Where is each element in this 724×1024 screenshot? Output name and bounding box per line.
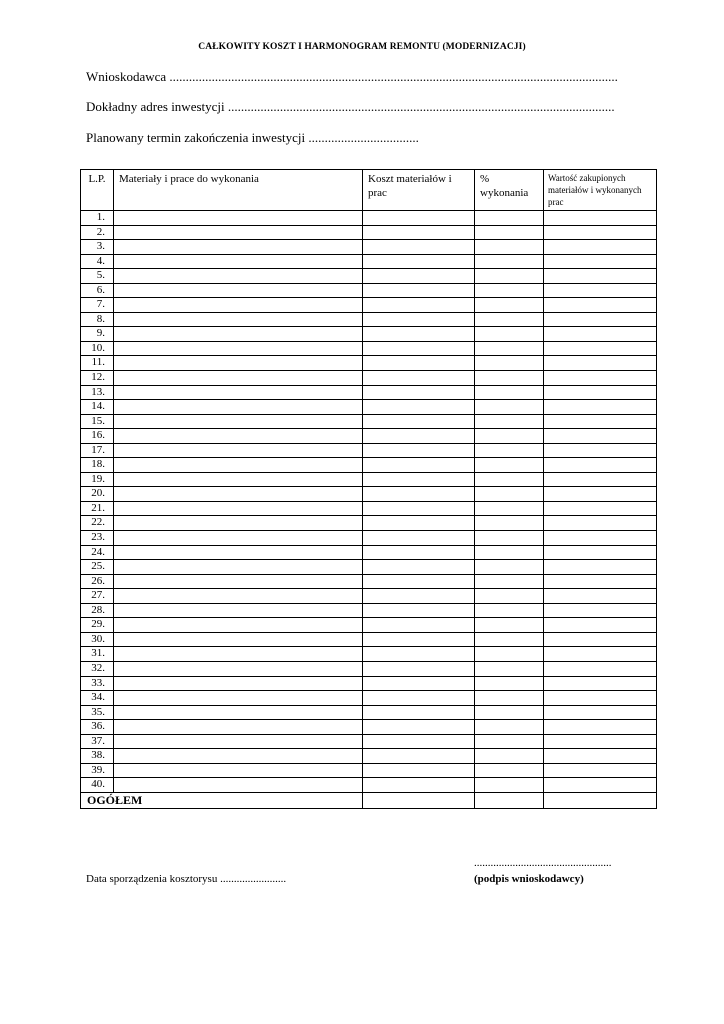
materials-cell[interactable] bbox=[114, 327, 363, 342]
value-cell[interactable] bbox=[544, 400, 657, 415]
percent-cell[interactable] bbox=[475, 676, 544, 691]
cost-cell[interactable] bbox=[363, 531, 475, 546]
value-cell[interactable] bbox=[544, 778, 657, 793]
row-number: 21. bbox=[81, 501, 114, 516]
row-number: 38. bbox=[81, 749, 114, 764]
table-row bbox=[81, 705, 657, 720]
value-cell[interactable] bbox=[544, 531, 657, 546]
table-row bbox=[81, 472, 657, 487]
row-number: 11. bbox=[81, 356, 114, 371]
completion-date-field[interactable] bbox=[86, 130, 419, 146]
percent-cell[interactable] bbox=[475, 341, 544, 356]
percent-cell[interactable] bbox=[475, 589, 544, 604]
cost-cell[interactable] bbox=[363, 734, 475, 749]
cost-cell[interactable] bbox=[363, 240, 475, 255]
percent-cell[interactable] bbox=[475, 240, 544, 255]
materials-cell[interactable] bbox=[114, 501, 363, 516]
table-row bbox=[81, 734, 657, 749]
cost-cell[interactable] bbox=[363, 385, 475, 400]
value-cell[interactable] bbox=[544, 240, 657, 255]
table-row bbox=[81, 327, 657, 342]
completion-date-label: Planowany termin zakończenia inwestycji bbox=[86, 130, 306, 145]
percent-cell[interactable] bbox=[475, 778, 544, 793]
materials-cell[interactable] bbox=[114, 720, 363, 735]
row-number: 28. bbox=[81, 603, 114, 618]
percent-cell[interactable] bbox=[475, 400, 544, 415]
row-number: 37. bbox=[81, 734, 114, 749]
materials-cell[interactable] bbox=[114, 676, 363, 691]
materials-cell[interactable] bbox=[114, 211, 363, 226]
applicant-field[interactable] bbox=[86, 69, 618, 85]
materials-cell[interactable] bbox=[114, 269, 363, 284]
percent-cell[interactable] bbox=[475, 545, 544, 560]
header-value: Wartość zakupionych materiałów i wykonanych prac bbox=[544, 170, 657, 211]
row-number: 10. bbox=[81, 341, 114, 356]
total-value-cell[interactable] bbox=[544, 792, 657, 808]
cost-cell[interactable] bbox=[363, 516, 475, 531]
cost-cell[interactable] bbox=[363, 414, 475, 429]
row-number: 30. bbox=[81, 632, 114, 647]
row-number: 13. bbox=[81, 385, 114, 400]
table-row bbox=[81, 531, 657, 546]
table-row bbox=[81, 414, 657, 429]
materials-cell[interactable] bbox=[114, 312, 363, 327]
materials-cell[interactable] bbox=[114, 589, 363, 604]
header-percent: % wykonania bbox=[475, 170, 544, 211]
value-cell[interactable] bbox=[544, 487, 657, 502]
row-number: 40. bbox=[81, 778, 114, 793]
cost-cell[interactable] bbox=[363, 254, 475, 269]
table-row bbox=[81, 429, 657, 444]
value-cell[interactable] bbox=[544, 458, 657, 473]
percent-cell[interactable] bbox=[475, 458, 544, 473]
value-cell[interactable] bbox=[544, 356, 657, 371]
materials-cell[interactable] bbox=[114, 341, 363, 356]
materials-cell[interactable] bbox=[114, 458, 363, 473]
table-row bbox=[81, 749, 657, 764]
row-number: 39. bbox=[81, 763, 114, 778]
row-number: 9. bbox=[81, 327, 114, 342]
materials-cell[interactable] bbox=[114, 516, 363, 531]
applicant-dots: .......................................................................................................................................... bbox=[169, 69, 618, 84]
materials-cell[interactable] bbox=[114, 531, 363, 546]
value-cell[interactable] bbox=[544, 211, 657, 226]
percent-cell[interactable] bbox=[475, 414, 544, 429]
value-cell[interactable] bbox=[544, 371, 657, 386]
row-number: 14. bbox=[81, 400, 114, 415]
table-row bbox=[81, 661, 657, 676]
header-materials: Materiały i prace do wykonania bbox=[114, 170, 363, 211]
cost-cell[interactable] bbox=[363, 400, 475, 415]
total-row bbox=[81, 792, 657, 808]
percent-cell[interactable] bbox=[475, 371, 544, 386]
materials-cell[interactable] bbox=[114, 225, 363, 240]
table-row bbox=[81, 211, 657, 226]
row-number: 31. bbox=[81, 647, 114, 662]
value-cell[interactable] bbox=[544, 661, 657, 676]
value-cell[interactable] bbox=[544, 385, 657, 400]
table-row bbox=[81, 778, 657, 793]
value-cell[interactable] bbox=[544, 632, 657, 647]
cost-cell[interactable] bbox=[363, 632, 475, 647]
row-number: 25. bbox=[81, 560, 114, 575]
materials-cell[interactable] bbox=[114, 443, 363, 458]
materials-cell[interactable] bbox=[114, 414, 363, 429]
signature-line[interactable]: .................................................. bbox=[474, 857, 612, 869]
row-number: 35. bbox=[81, 705, 114, 720]
value-cell[interactable] bbox=[544, 501, 657, 516]
percent-cell[interactable] bbox=[475, 618, 544, 633]
percent-cell[interactable] bbox=[475, 269, 544, 284]
materials-cell[interactable] bbox=[114, 283, 363, 298]
materials-cell[interactable] bbox=[114, 618, 363, 633]
table-row bbox=[81, 487, 657, 502]
percent-cell[interactable] bbox=[475, 501, 544, 516]
percent-cell[interactable] bbox=[475, 254, 544, 269]
table-row bbox=[81, 312, 657, 327]
value-cell[interactable] bbox=[544, 574, 657, 589]
cost-cell[interactable] bbox=[363, 487, 475, 502]
materials-cell[interactable] bbox=[114, 385, 363, 400]
percent-cell[interactable] bbox=[475, 356, 544, 371]
value-cell[interactable] bbox=[544, 618, 657, 633]
table-row bbox=[81, 240, 657, 255]
value-cell[interactable] bbox=[544, 516, 657, 531]
percent-cell[interactable] bbox=[475, 385, 544, 400]
table-row bbox=[81, 574, 657, 589]
cost-cell[interactable] bbox=[363, 269, 475, 284]
value-cell[interactable] bbox=[544, 269, 657, 284]
cost-cell[interactable] bbox=[363, 603, 475, 618]
table-row bbox=[81, 341, 657, 356]
materials-cell[interactable] bbox=[114, 472, 363, 487]
percent-cell[interactable] bbox=[475, 720, 544, 735]
percent-cell[interactable] bbox=[475, 763, 544, 778]
row-number: 20. bbox=[81, 487, 114, 502]
row-number: 4. bbox=[81, 254, 114, 269]
total-cost-cell[interactable] bbox=[363, 792, 475, 808]
materials-cell[interactable] bbox=[114, 691, 363, 706]
materials-cell[interactable] bbox=[114, 371, 363, 386]
cost-cell[interactable] bbox=[363, 327, 475, 342]
value-cell[interactable] bbox=[544, 763, 657, 778]
percent-cell[interactable] bbox=[475, 691, 544, 706]
value-cell[interactable] bbox=[544, 225, 657, 240]
value-cell[interactable] bbox=[544, 647, 657, 662]
total-percent-cell[interactable] bbox=[475, 792, 544, 808]
cost-cell[interactable] bbox=[363, 749, 475, 764]
row-number: 16. bbox=[81, 429, 114, 444]
preparation-date-field[interactable] bbox=[86, 873, 286, 885]
address-field[interactable] bbox=[86, 99, 615, 115]
cost-cell[interactable] bbox=[363, 589, 475, 604]
value-cell[interactable] bbox=[544, 298, 657, 313]
table-row bbox=[81, 647, 657, 662]
percent-cell[interactable] bbox=[475, 647, 544, 662]
cost-cell[interactable] bbox=[363, 341, 475, 356]
percent-cell[interactable] bbox=[475, 225, 544, 240]
cost-cell[interactable] bbox=[363, 647, 475, 662]
row-number: 26. bbox=[81, 574, 114, 589]
percent-cell[interactable] bbox=[475, 443, 544, 458]
table-row bbox=[81, 676, 657, 691]
cost-cell[interactable] bbox=[363, 225, 475, 240]
address-dots: ....................................................................................................................... bbox=[227, 99, 615, 114]
row-number: 5. bbox=[81, 269, 114, 284]
percent-cell[interactable] bbox=[475, 661, 544, 676]
header-cost: Koszt materiałów i prac bbox=[363, 170, 475, 211]
materials-cell[interactable] bbox=[114, 574, 363, 589]
cost-cell[interactable] bbox=[363, 778, 475, 793]
cost-cell[interactable] bbox=[363, 211, 475, 226]
value-cell[interactable] bbox=[544, 414, 657, 429]
table-row bbox=[81, 632, 657, 647]
address-label: Dokładny adres inwestycji bbox=[86, 99, 225, 114]
value-cell[interactable] bbox=[544, 472, 657, 487]
row-number: 17. bbox=[81, 443, 114, 458]
completion-date-dots: .................................. bbox=[308, 130, 419, 145]
cost-cell[interactable] bbox=[363, 720, 475, 735]
table-row bbox=[81, 618, 657, 633]
materials-cell[interactable] bbox=[114, 603, 363, 618]
materials-cell[interactable] bbox=[114, 429, 363, 444]
materials-cell[interactable] bbox=[114, 778, 363, 793]
percent-cell[interactable] bbox=[475, 429, 544, 444]
percent-cell[interactable] bbox=[475, 516, 544, 531]
cost-cell[interactable] bbox=[363, 472, 475, 487]
value-cell[interactable] bbox=[544, 327, 657, 342]
table-row bbox=[81, 560, 657, 575]
materials-cell[interactable] bbox=[114, 632, 363, 647]
cost-cell[interactable] bbox=[363, 676, 475, 691]
row-number: 23. bbox=[81, 531, 114, 546]
table-row bbox=[81, 400, 657, 415]
table-row bbox=[81, 763, 657, 778]
table-row bbox=[81, 254, 657, 269]
percent-cell[interactable] bbox=[475, 312, 544, 327]
row-number: 12. bbox=[81, 371, 114, 386]
row-number: 7. bbox=[81, 298, 114, 313]
materials-cell[interactable] bbox=[114, 661, 363, 676]
percent-cell[interactable] bbox=[475, 327, 544, 342]
cost-cell[interactable] bbox=[363, 574, 475, 589]
row-number: 32. bbox=[81, 661, 114, 676]
materials-cell[interactable] bbox=[114, 545, 363, 560]
cost-cell[interactable] bbox=[363, 691, 475, 706]
value-cell[interactable] bbox=[544, 443, 657, 458]
value-cell[interactable] bbox=[544, 705, 657, 720]
row-number: 15. bbox=[81, 414, 114, 429]
row-number: 8. bbox=[81, 312, 114, 327]
percent-cell[interactable] bbox=[475, 632, 544, 647]
total-label: OGÓŁEM bbox=[81, 792, 363, 808]
cost-cell[interactable] bbox=[363, 298, 475, 313]
value-cell[interactable] bbox=[544, 312, 657, 327]
table-row bbox=[81, 225, 657, 240]
value-cell[interactable] bbox=[544, 545, 657, 560]
row-number: 6. bbox=[81, 283, 114, 298]
table-header-row bbox=[81, 170, 657, 211]
cost-cell[interactable] bbox=[363, 705, 475, 720]
table-row bbox=[81, 603, 657, 618]
materials-cell[interactable] bbox=[114, 254, 363, 269]
value-cell[interactable] bbox=[544, 749, 657, 764]
percent-cell[interactable] bbox=[475, 211, 544, 226]
row-number: 36. bbox=[81, 720, 114, 735]
value-cell[interactable] bbox=[544, 254, 657, 269]
table-row bbox=[81, 371, 657, 386]
table-row bbox=[81, 545, 657, 560]
row-number: 19. bbox=[81, 472, 114, 487]
table-row bbox=[81, 589, 657, 604]
table-row bbox=[81, 443, 657, 458]
materials-cell[interactable] bbox=[114, 298, 363, 313]
row-number: 24. bbox=[81, 545, 114, 560]
percent-cell[interactable] bbox=[475, 603, 544, 618]
percent-cell[interactable] bbox=[475, 487, 544, 502]
value-cell[interactable] bbox=[544, 691, 657, 706]
cost-cell[interactable] bbox=[363, 763, 475, 778]
cost-cell[interactable] bbox=[363, 458, 475, 473]
row-number: 3. bbox=[81, 240, 114, 255]
materials-cell[interactable] bbox=[114, 749, 363, 764]
row-number: 29. bbox=[81, 618, 114, 633]
percent-cell[interactable] bbox=[475, 734, 544, 749]
document-title: CAŁKOWITY KOSZT I HARMONOGRAM REMONTU (MODERNIZACJI) bbox=[198, 42, 526, 52]
row-number: 27. bbox=[81, 589, 114, 604]
cost-cell[interactable] bbox=[363, 429, 475, 444]
cost-cell[interactable] bbox=[363, 545, 475, 560]
percent-cell[interactable] bbox=[475, 298, 544, 313]
table-row bbox=[81, 283, 657, 298]
materials-cell[interactable] bbox=[114, 560, 363, 575]
table-row bbox=[81, 501, 657, 516]
cost-cell[interactable] bbox=[363, 283, 475, 298]
row-number: 33. bbox=[81, 676, 114, 691]
table-row bbox=[81, 385, 657, 400]
percent-cell[interactable] bbox=[475, 283, 544, 298]
row-number: 34. bbox=[81, 691, 114, 706]
materials-cell[interactable] bbox=[114, 400, 363, 415]
percent-cell[interactable] bbox=[475, 705, 544, 720]
preparation-date-dots: ........................ bbox=[220, 873, 287, 885]
cost-cell[interactable] bbox=[363, 371, 475, 386]
signature-label: (podpis wnioskodawcy) bbox=[474, 873, 584, 885]
value-cell[interactable] bbox=[544, 734, 657, 749]
value-cell[interactable] bbox=[544, 429, 657, 444]
materials-cell[interactable] bbox=[114, 647, 363, 662]
value-cell[interactable] bbox=[544, 603, 657, 618]
value-cell[interactable] bbox=[544, 676, 657, 691]
value-cell[interactable] bbox=[544, 720, 657, 735]
percent-cell[interactable] bbox=[475, 574, 544, 589]
table-row bbox=[81, 458, 657, 473]
percent-cell[interactable] bbox=[475, 560, 544, 575]
cost-cell[interactable] bbox=[363, 661, 475, 676]
value-cell[interactable] bbox=[544, 589, 657, 604]
value-cell[interactable] bbox=[544, 283, 657, 298]
table-row bbox=[81, 298, 657, 313]
materials-cell[interactable] bbox=[114, 487, 363, 502]
percent-cell[interactable] bbox=[475, 472, 544, 487]
cost-cell[interactable] bbox=[363, 560, 475, 575]
table-row bbox=[81, 720, 657, 735]
cost-schedule-table bbox=[80, 169, 657, 809]
header-lp: L.P. bbox=[81, 170, 114, 211]
row-number: 22. bbox=[81, 516, 114, 531]
row-number: 2. bbox=[81, 225, 114, 240]
row-number: 1. bbox=[81, 211, 114, 226]
preparation-date-label: Data sporządzenia kosztorysu bbox=[86, 873, 218, 885]
value-cell[interactable] bbox=[544, 341, 657, 356]
materials-cell[interactable] bbox=[114, 734, 363, 749]
percent-cell[interactable] bbox=[475, 531, 544, 546]
value-cell[interactable] bbox=[544, 560, 657, 575]
applicant-label: Wnioskodawca bbox=[86, 69, 167, 84]
table-row bbox=[81, 269, 657, 284]
cost-cell[interactable] bbox=[363, 443, 475, 458]
row-number: 18. bbox=[81, 458, 114, 473]
materials-cell[interactable] bbox=[114, 763, 363, 778]
materials-cell[interactable] bbox=[114, 705, 363, 720]
cost-cell[interactable] bbox=[363, 501, 475, 516]
table-row bbox=[81, 356, 657, 371]
table-row bbox=[81, 516, 657, 531]
percent-cell[interactable] bbox=[475, 749, 544, 764]
materials-cell[interactable] bbox=[114, 356, 363, 371]
cost-cell[interactable] bbox=[363, 356, 475, 371]
cost-cell[interactable] bbox=[363, 312, 475, 327]
cost-cell[interactable] bbox=[363, 618, 475, 633]
table-row bbox=[81, 691, 657, 706]
materials-cell[interactable] bbox=[114, 240, 363, 255]
